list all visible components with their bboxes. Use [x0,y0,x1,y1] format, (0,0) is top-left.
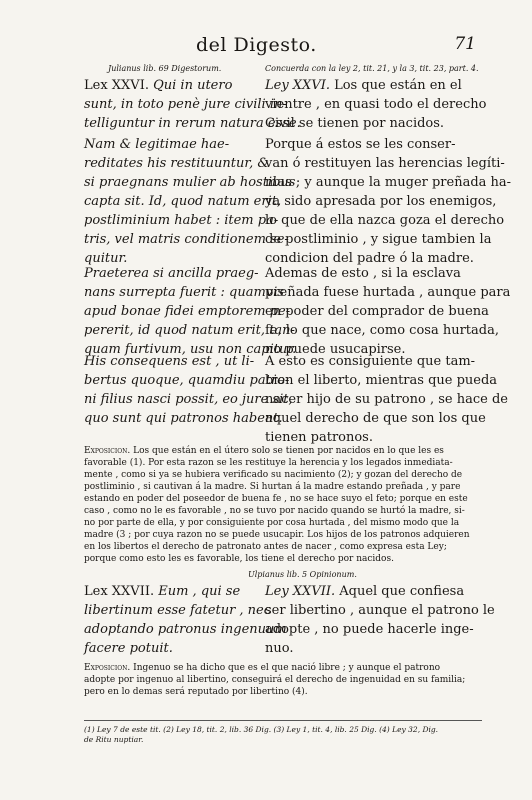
spanish-line: de postliminio , y sigue tambien la [265,232,492,247]
latin-line: Qui in utero [148,78,233,93]
exposicion-line: no por parte de ella, y por consiguiente por cosa hurtada , del mismo modo que la [84,518,460,528]
exposicion-line: porque como esto les es favorable, los tiene el derecho por nacidos. [84,554,394,564]
latin-paragraph-nam [84,135,296,268]
spanish-line: nacer hijo de su patrono , se hace de [265,392,508,407]
spanish-line: lo que de ella nazca goza el derecho [265,213,505,228]
latin-line: tris, vel matris conditionem se- [84,232,289,247]
latin-line: telliguntur in rerum natura esse. [84,116,301,131]
latin-line: apud bonae fidei emptorem pe- [84,304,291,319]
spanish-line: tienen patronos. [265,430,373,445]
lex-xxvii-title: Lex XXVII. [84,584,155,599]
latin-line: ni filius nasci possit, eo jure sit, [84,392,293,407]
ley-xxvi-title: Ley XXVI. [265,78,330,93]
latin-line: bertus quoque, quamdiu patro- [84,373,290,388]
exposicion-line: pero en lo demas será reputado por libertino (4). [84,687,308,697]
spanish-line: van ó restituyen las herencias legíti- [265,156,505,171]
spanish-paragraph-porque [265,135,512,268]
latin-line: Nam & legitimae hae- [84,137,230,152]
latin-source-heading: Julianus lib. 69 Digestorum. [108,64,222,73]
spanish-line: fe, lo que nace, como cosa hurtada, [265,323,499,338]
spanish-column-ley-27 [265,582,495,658]
exposicion-commentary-1 [84,445,482,565]
spanish-column-ley-26 [265,76,487,133]
spanish-line: Ademas de esto , si la esclava [265,266,461,281]
latin-line: Eum , qui se [154,584,241,599]
latin-line: adoptando patronus ingenuum [84,622,287,637]
spanish-line: mas ; y aunque la muger preñada ha- [265,175,512,190]
exposicion-line: Ingenuo se ha dicho que es el que nació libre ; y aunque el patrono [130,663,441,673]
page-number: 71 [454,34,476,54]
latin-line: libertinum esse fatetur , nec [84,603,272,618]
concordance-heading: Concuerda con la ley 2, tit. 21, y la 3, tit. 23, part. 4. [265,64,479,73]
spanish-paragraph-a-esto [265,352,508,447]
latin-line: quo sunt qui patronos habent. [84,411,283,426]
spanish-paragraph-ademas [265,264,511,359]
lex-xxvi-title: Lex XXVI. [84,78,149,93]
spanish-line: ya sido apresada por los enemigos, [265,194,497,209]
spanish-line: A esto es consiguiente que tam- [265,354,476,369]
spanish-line: adopte , no puede hacerle inge- [265,622,474,637]
spanish-line: vientre , en quasi todo el derecho [265,97,487,112]
latin-line: capta sit. Id, quod natum erit, [84,194,282,209]
latin-paragraph-praeterea [84,264,297,359]
exposicion-commentary-2 [84,662,482,698]
exposicion-line: favorable (1). Por esta razon se les restituye la herencia y los legados inmediata- [84,458,453,468]
latin-line: quitur. [84,251,128,266]
latin-line: quam furtivum, usu non capitur. [84,342,297,357]
page-header-title: del Digesto. [196,34,317,56]
latin-line: postliminium habet : item pa- [84,213,279,228]
spanish-line: Porque á estos se les conser- [265,137,456,152]
footnote-divider [84,720,482,721]
latin-line: sunt, in toto penè jure civili in- [84,97,287,112]
exposicion-line: Los que están en el útero solo se tienen por nacidos en lo que les es [130,446,444,456]
latin-paragraph-his-consequens [84,352,293,428]
footnotes [84,725,482,745]
spanish-line: ser libertino , aunque el patrono le [265,603,495,618]
exposicion-label: Exposicion. [84,663,131,673]
footnote-line: de Ritu nuptiar. [84,735,144,744]
latin-line: pererit, id quod natum erit, tan- [84,323,295,338]
exposicion-line: postliminio , si cautivan á la madre. Si hurtan á la madre estando preñada , y pare [84,482,461,492]
latin-line: nans surrepta fuerit : quamvis [84,285,284,300]
latin-line: si praegnans mulier ab hostibus [84,175,296,190]
exposicion-line: en los libertos el derecho de patronato antes de nacer , como expresa esta Ley; [84,542,447,552]
spanish-line: condicion del padre ó la madre. [265,251,474,266]
exposicion-line: mente , como si ya se hubiera verificado su nacimiento (2); y gozan del derecho de [84,470,463,480]
spanish-line: nuo. [265,641,294,656]
spanish-line: Civil se tienen por nacidos. [265,116,445,131]
latin-line: Praeterea si ancilla praeg- [84,266,259,281]
ulpianus-source-heading: Ulpianus lib. 5 Opinionum. [248,570,357,579]
spanish-line: bien el liberto, mientras que pueda [265,373,498,388]
spanish-line: Los que están en el [329,78,462,93]
ley-xxvii-title: Ley XXVII. [265,584,336,599]
exposicion-line: madre (3 ; por cuya razon no se puede usucapir. Los hijos de los patronos adquieren [84,530,470,540]
spanish-line: aquel derecho de que son los que [265,411,486,426]
latin-line: reditates his restituuntur, & [84,156,269,171]
footnote-line: (1) Ley 7 de este tit. (2) Ley 18, tit. 2, lib. 36 Dig. (3) Ley 1, tit. 4, lib. 25 Dig. (4) Ley 32, Dig. [84,725,439,734]
spanish-line: en poder del comprador de buena [265,304,489,319]
exposicion-line: adopte por ingenuo al libertino, conseguirá el derecho de ingenuidad en su familia; [84,675,466,685]
latin-line: facere potuit. [84,641,173,656]
spanish-line: preñada fuese hurtada , aunque para [265,285,511,300]
exposicion-line: estando en poder del poseedor de buena fe , no se hace suyo el feto; porque en este [84,494,468,504]
exposicion-line: caso , como no le es favorable , no se tuvo por nacido quando se hurtó la madre, si- [84,506,465,516]
spanish-line: Aquel que confiesa [335,584,465,599]
latin-line: His consequens est , ut li- [84,354,255,369]
exposicion-label: Exposicion. [84,446,131,456]
spanish-line: no puede usucapirse. [265,342,406,357]
